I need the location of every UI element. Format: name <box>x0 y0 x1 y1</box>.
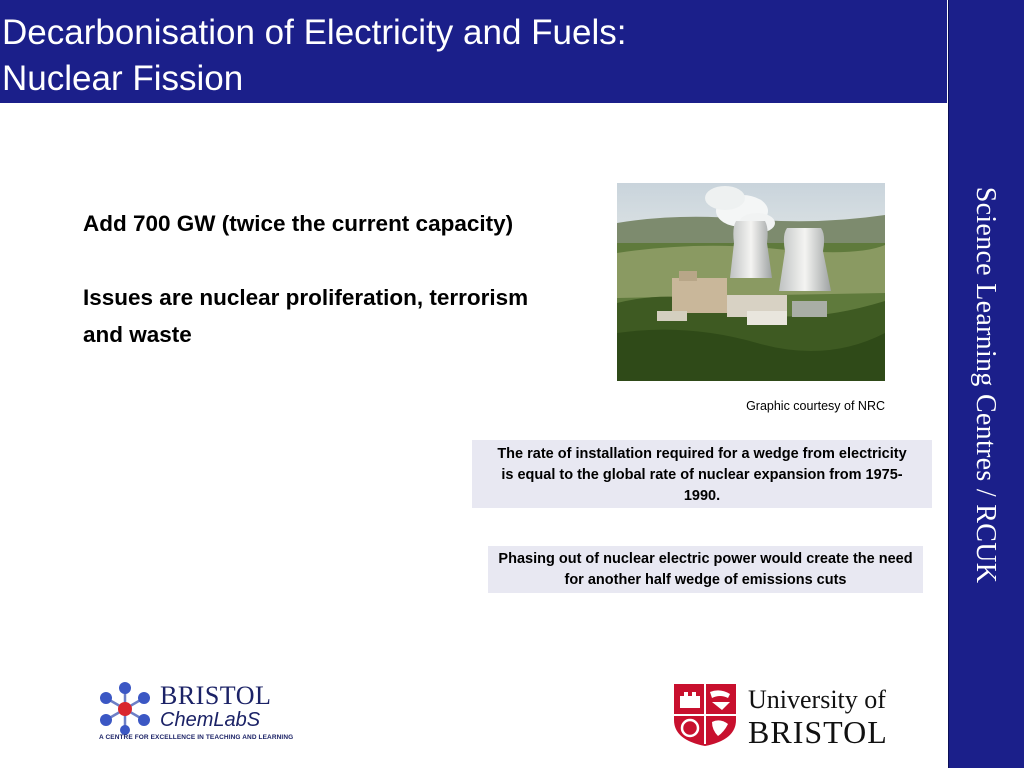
title-line-2: Nuclear Fission <box>2 59 244 98</box>
chemlabs-name: BRISTOL <box>160 681 272 710</box>
molecule-icon <box>96 680 154 736</box>
university-crest-icon <box>672 682 738 748</box>
slide-title <box>2 10 626 102</box>
university-of-bristol-logo <box>672 680 902 750</box>
title-bar <box>0 0 947 103</box>
chemlabs-subname: ChemLabS <box>160 709 261 731</box>
chemlabs-tagline: A CENTRE FOR EXCELLENCE IN TEACHING AND LEARNING <box>99 734 294 741</box>
note-installation-rate: The rate of installation required for a wedge from electricity is equal to the global rate of nuclear expansion from 1975-1990. <box>472 440 932 508</box>
university-name-line2: BRISTOL <box>748 714 888 750</box>
bristol-chemlabs-logo <box>96 678 296 748</box>
title-line-1: Decarbonisation of Electricity and Fuels: <box>2 13 627 52</box>
nuclear-plant-photo <box>617 183 885 381</box>
bullet-capacity: Add 700 GW (twice the current capacity) <box>83 211 514 236</box>
university-name-line1: University of <box>748 685 886 714</box>
bullet-list <box>83 205 553 390</box>
note-phasing-out: Phasing out of nuclear electric power would create the need for another half wedge of emissions cuts <box>488 546 923 593</box>
image-credit: Graphic courtesy of NRC <box>746 399 885 413</box>
side-banner-text: Science Learning Centres / RCUK <box>970 186 1001 584</box>
bullet-issues: Issues are nuclear proliferation, terrorism and waste <box>83 285 529 347</box>
